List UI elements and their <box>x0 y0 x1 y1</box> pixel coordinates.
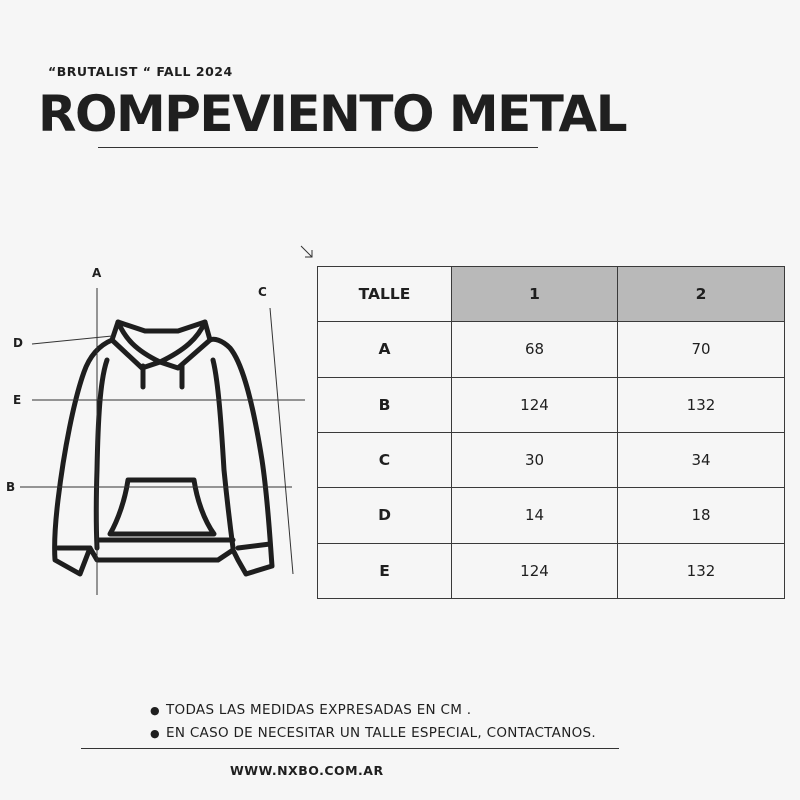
column-header-size: 2 <box>618 267 785 322</box>
row-label: B <box>318 377 452 432</box>
table-cell: 124 <box>452 543 618 598</box>
dimension-label-a: A <box>92 266 102 280</box>
table-cell: 70 <box>618 322 785 377</box>
row-label: A <box>318 322 452 377</box>
table-cell: 124 <box>452 377 618 432</box>
dimension-label-d: D <box>13 336 23 350</box>
bullet-icon: ● <box>150 704 160 717</box>
table-cell: 14 <box>452 488 618 543</box>
dimension-label-e: E <box>13 393 22 407</box>
column-header-talle: TALLE <box>318 267 452 322</box>
table-cell: 34 <box>618 432 785 487</box>
dimension-label-c: C <box>258 285 267 299</box>
dimension-label-b: B <box>6 480 16 494</box>
table-cell: 132 <box>618 377 785 432</box>
footer-divider <box>81 748 619 749</box>
notes-list <box>150 702 596 748</box>
row-label: D <box>318 488 452 543</box>
table-row <box>318 488 785 543</box>
website-link[interactable]: WWW.NXBO.COM.AR <box>230 763 384 778</box>
table-row <box>318 322 785 377</box>
list-item <box>150 725 596 741</box>
note-text: EN CASO DE NECESITAR UN TALLE ESPECIAL, CONTACTANOS. <box>166 725 596 741</box>
row-label: E <box>318 543 452 598</box>
hoodie-diagram <box>0 255 315 600</box>
table-cell: 68 <box>452 322 618 377</box>
table-cell: 132 <box>618 543 785 598</box>
collection-subtitle: “BRUTALIST “ FALL 2024 <box>48 64 233 79</box>
list-item <box>150 702 596 718</box>
table-cell: 18 <box>618 488 785 543</box>
table-header-row <box>318 267 785 322</box>
table-row <box>318 377 785 432</box>
table-row <box>318 543 785 598</box>
table-cell: 30 <box>452 432 618 487</box>
column-header-size: 1 <box>452 267 618 322</box>
size-table <box>317 266 785 599</box>
note-text: TODAS LAS MEDIDAS EXPRESADAS EN CM . <box>166 702 472 718</box>
row-label: C <box>318 432 452 487</box>
table-row <box>318 432 785 487</box>
page-title: ROMPEVIENTO METAL <box>38 85 627 143</box>
bullet-icon: ● <box>150 727 160 740</box>
title-divider <box>98 147 538 148</box>
